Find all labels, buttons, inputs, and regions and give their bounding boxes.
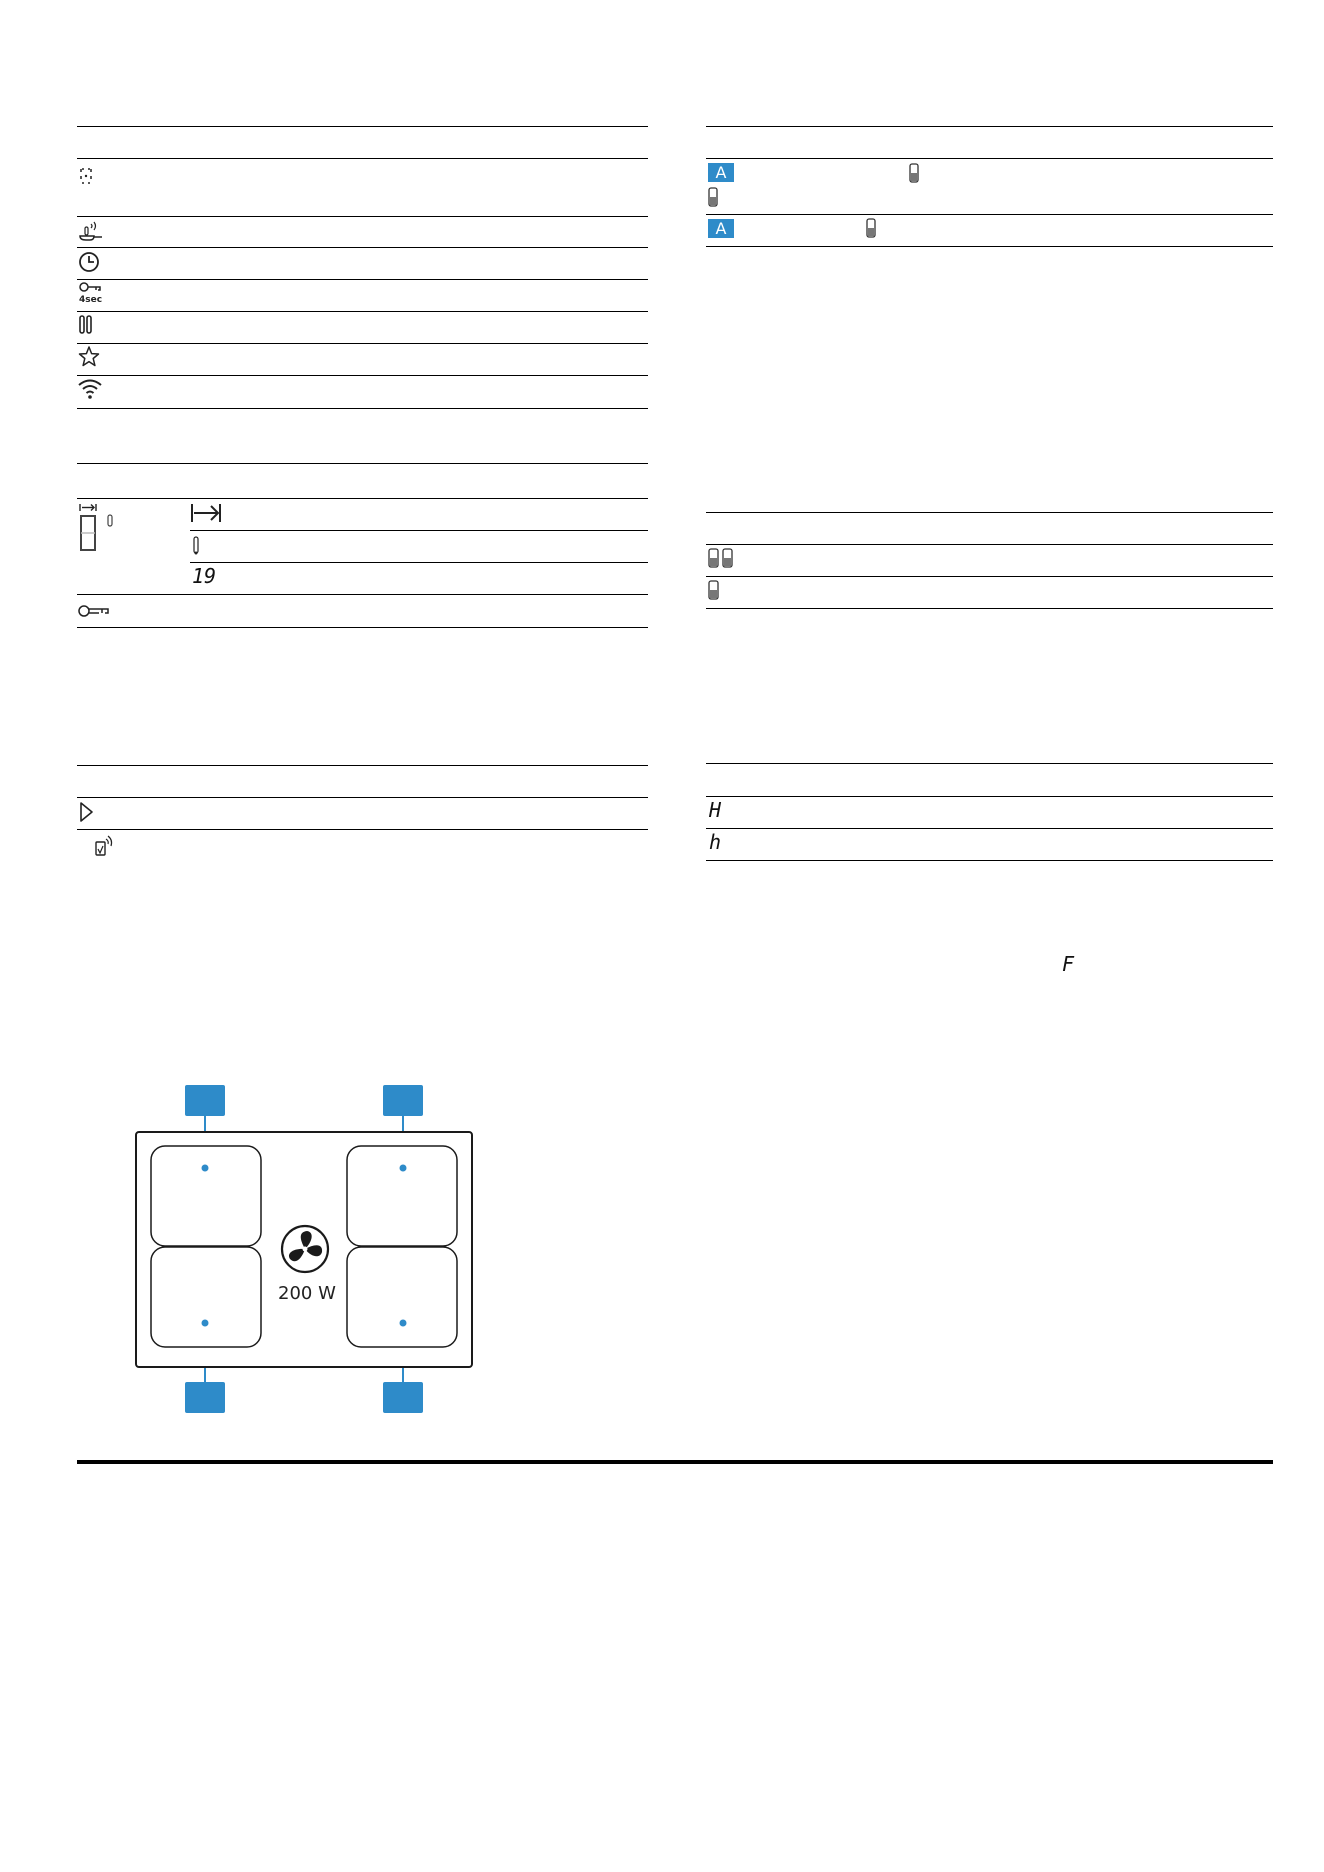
key-icon: [78, 599, 112, 623]
zone-callout-rear-right: [383, 1382, 423, 1413]
burner-level-icon: [908, 162, 922, 186]
remote-start-icon: [94, 835, 122, 859]
extraction-level-dots-icon: [78, 166, 106, 190]
key-lock-4sec-icon: [78, 281, 106, 305]
burner-level-icon: [865, 217, 879, 241]
auto-badge: A: [708, 219, 734, 238]
fan-power-label: 200 W: [278, 1283, 336, 1304]
skip-forward-icon: [190, 501, 224, 525]
single-burner-icon: [707, 579, 721, 603]
zone-callout-back-right: [383, 1085, 423, 1116]
thermometer-icon: [190, 534, 218, 558]
page-bottom-rule: [77, 1460, 1273, 1464]
wifi-icon: [78, 377, 106, 401]
residual-heat-low-symbol: h: [709, 830, 722, 854]
pause-icon: [78, 313, 106, 337]
dual-burner-icon: [707, 547, 737, 571]
probe-display-icon: [78, 501, 122, 555]
cooktop-diagram: [130, 1080, 480, 1415]
zone-callout-rear-left: [185, 1382, 225, 1413]
residual-heat-high-symbol: H: [709, 798, 722, 822]
play-icon: [78, 800, 106, 824]
pan-sensor-icon: [78, 219, 106, 243]
favorite-star-icon: [78, 345, 106, 369]
timer-clock-icon: [78, 250, 106, 274]
svg-text:4sec: 4sec: [79, 295, 103, 305]
segment-display-value: 19: [192, 564, 217, 588]
auto-badge: A: [708, 163, 734, 182]
burner-level-icon: [707, 186, 721, 210]
zone-callout-front-left: [185, 1085, 225, 1116]
fault-symbol: F: [1062, 952, 1075, 976]
